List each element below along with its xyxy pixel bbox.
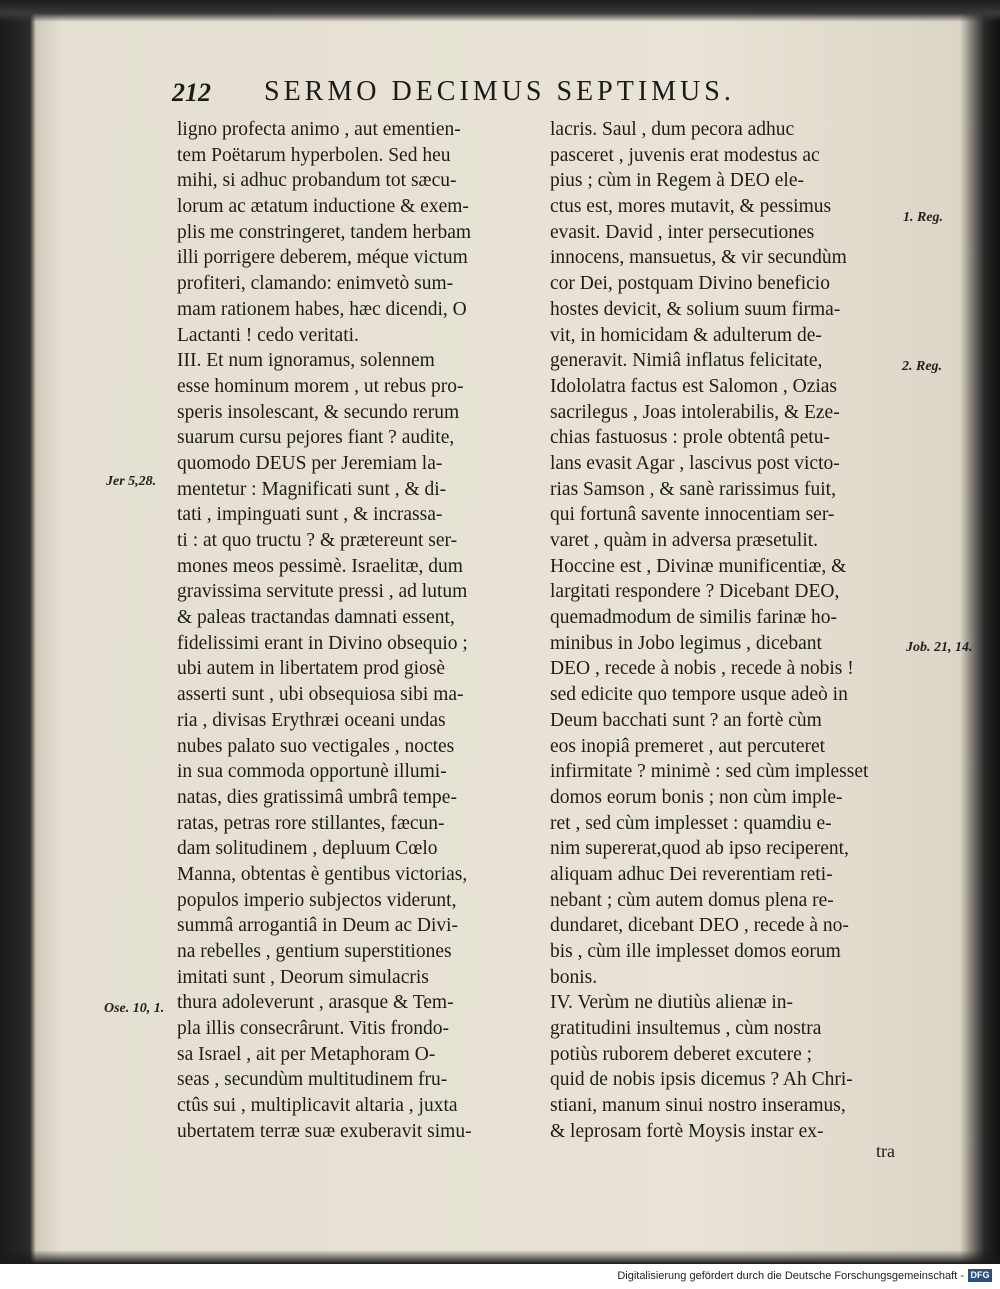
text-line: thura adoleverunt , arasque & Tem- <box>177 992 454 1014</box>
text-line: innocens, mansuetus, & vir secundùm <box>550 247 847 269</box>
footer-credit: Digitalisierung gefördert durch die Deutsche Forschungsgemeinschaft - <box>617 1270 964 1282</box>
text-line: esse hominum morem , ut rebus pro- <box>177 375 464 397</box>
text-line: infirmitate ? minimè : sed cùm implesset <box>550 761 869 783</box>
text-line: profiteri, clamando: enimvetò sum- <box>177 273 454 295</box>
text-line: speris insolescant, & secundo rerum <box>177 401 460 423</box>
text-line: dundaret, dicebant DEO , recede à no- <box>550 915 849 937</box>
text-line: dam solitudinem , depluum Cœlo <box>177 838 438 860</box>
bottom-edge-shadow <box>0 1250 1000 1264</box>
text-line: ctûs sui , multiplicavit altaria , juxta <box>177 1095 458 1117</box>
text-line: tem Poëtarum hyperbolen. Sed heu <box>177 144 451 166</box>
text-line: asserti sunt , ubi obsequiosa sibi ma- <box>177 684 464 706</box>
text-line: sacrilegus , Joas intolerabilis, & Eze- <box>550 401 840 423</box>
text-line: suarum cursu pejores fiant ? audite, <box>177 427 455 449</box>
text-line: DEO , recede à nobis , recede à nobis ! <box>550 658 854 680</box>
text-line: imitati sunt , Deorum simulacris <box>177 966 429 988</box>
text-line: mentetur : Magnificati sunt , & di- <box>177 478 447 500</box>
text-line: mam rationem habes, hæc dicendi, O <box>177 298 467 320</box>
text-line: ratas, petras rore stillantes, fæcun- <box>177 812 445 834</box>
text-line: lans evasit Agar , lascivus post victo- <box>550 452 840 474</box>
text-line: evasit. David , inter persecutiones <box>550 221 815 243</box>
text-line: generavit. Nimiâ inflatus felicitate, <box>550 350 823 372</box>
left-text-column <box>177 117 539 1145</box>
text-line: na rebelles , gentium superstitiones <box>177 941 452 962</box>
text-line: minibus in Jobo legimus , dicebant <box>550 632 822 654</box>
text-line: vit, in homicidam & adulterum de- <box>550 324 822 346</box>
text-line: ret , sed cùm implesset : quamdiu e- <box>550 812 832 834</box>
text-line: ti : at quo tructu ? & prætereunt ser- <box>177 530 458 551</box>
text-line: eos inopiâ premeret , aut percuteret <box>550 735 826 757</box>
text-line: lorum ac ætatum inductione & exem- <box>177 196 469 218</box>
text-line: IV. Verùm ne diutiùs alienæ in- <box>550 992 794 1014</box>
text-line: III. Et num ignoramus, solennem <box>177 350 435 372</box>
text-line: nebant ; cùm autem domus plena re- <box>550 889 834 911</box>
margin-note-reg2: 2. Reg. <box>902 359 943 374</box>
text-line: bonis. <box>550 966 598 988</box>
text-line: Lactanti ! cedo veritati. <box>177 324 359 346</box>
top-edge-shadow <box>0 0 1000 22</box>
text-line: ubi autem in libertatem prod giosè <box>177 658 446 680</box>
margin-note-job: Job. 21, 14. <box>906 640 973 655</box>
text-line: rias Samson , & sanè rarissimus fuit, <box>550 478 836 500</box>
text-line: qui fortunâ savente innocentiam ser- <box>550 504 835 526</box>
text-line: sa Israel , ait per Metaphoram O- <box>177 1043 436 1065</box>
text-line: quomodo DEUS per Jeremiam la- <box>177 452 443 474</box>
margin-note-jer: Jer 5,28. <box>106 474 157 489</box>
text-line: gravissima servitute pressi , ad lutum <box>177 581 468 603</box>
text-line: pius ; cùm in Regem à DEO ele- <box>550 170 804 192</box>
text-line: plis me constringeret, tandem herbam <box>177 221 472 243</box>
running-title: SERMO DECIMUS SEPTIMUS. <box>264 76 735 107</box>
text-line: cor Dei, postquam Divino beneficio <box>550 273 830 295</box>
margin-note-reg1: 1. Reg. <box>903 210 944 225</box>
page-header <box>172 76 772 110</box>
text-line: ligno profecta animo , aut ementien- <box>177 119 461 140</box>
text-line: tati , impinguati sunt , & incrassa- <box>177 504 443 526</box>
text-line: populos imperio subjectos viderunt, <box>177 889 457 911</box>
text-line: domos eorum bonis ; non cùm imple- <box>550 786 843 808</box>
text-line: Hoccine est , Divinæ munificentiæ, & <box>550 555 847 577</box>
text-line: fidelissimi erant in Divino obsequio ; <box>177 632 468 654</box>
text-line: hostes devicit, & solium suum firma- <box>550 298 841 320</box>
text-line: quemadmodum de similis farinæ ho- <box>550 607 838 629</box>
text-line: mihi, si adhuc probandum tot sæcu- <box>177 170 457 192</box>
text-line: gratitudini insultemus , cùm nostra <box>550 1018 822 1040</box>
text-line: ria , divisas Erythræi oceani undas <box>177 709 446 731</box>
text-line: nim supererat,quod ab ipso reciperent, <box>550 838 849 860</box>
text-line: nubes palato suo vectigales , noctes <box>177 735 455 757</box>
text-line: seas , secundùm multitudinem fru- <box>177 1069 448 1091</box>
text-line: aliquam adhuc Dei reverentiam reti- <box>550 863 833 885</box>
text-line: Manna, obtentas è gentibus victorias, <box>177 863 468 885</box>
text-line: Deum bacchati sunt ? an fortè cùm <box>550 709 822 731</box>
text-line: & leprosam fortè Moysis instar ex- <box>550 1120 824 1142</box>
text-line: mones meos pessimè. Israelitæ, dum <box>177 555 463 577</box>
text-line: potiùs ruborem deberet excutere ; <box>550 1043 813 1065</box>
text-line: pasceret , juvenis erat modestus ac <box>550 144 820 166</box>
text-line: quid de nobis ipsis dicemus ? Ah Chri- <box>550 1069 853 1091</box>
dfg-logo: DFG <box>968 1269 992 1282</box>
right-text-column <box>550 117 912 1145</box>
text-line: & paleas tractandas damnati essent, <box>177 607 455 629</box>
margin-note-ose: Ose. 10, 1. <box>104 1001 165 1016</box>
page-number: 212 <box>172 78 211 107</box>
text-line: ctus est, mores mutavit, & pessimus <box>550 196 832 218</box>
text-line: pla illis consecrârunt. Vitis frondo- <box>177 1018 449 1040</box>
footer-bar <box>0 1264 1000 1289</box>
text-line: chias fastuosus : prole obtentâ petu- <box>550 427 830 449</box>
text-line: sed edicite quo tempore usque adeò in <box>550 684 848 706</box>
text-line: Idololatra factus est Salomon , Ozias <box>550 375 838 397</box>
text-line: varet , quàm in adversa præsetulit. <box>550 530 819 551</box>
text-line: summâ arrogantiâ in Deum ac Divi- <box>177 915 459 937</box>
text-line: bis , cùm ille implesset domos eorum <box>550 941 841 962</box>
text-line: ubertatem terræ suæ exuberavit simu- <box>177 1120 472 1142</box>
text-line: natas, dies gratissimâ umbrâ tempe- <box>177 786 457 808</box>
text-line: in sua commoda opportunè illumi- <box>177 761 447 783</box>
text-line: illi porrigere deberem, méque victum <box>177 247 468 269</box>
catchword: tra <box>876 1141 895 1161</box>
text-line: largitati respondere ? Dicebant DEO, <box>550 581 840 603</box>
text-line: stiani, manum sinui nostro inseramus, <box>550 1095 846 1117</box>
text-line: lacris. Saul , dum pecora adhuc <box>550 119 795 140</box>
